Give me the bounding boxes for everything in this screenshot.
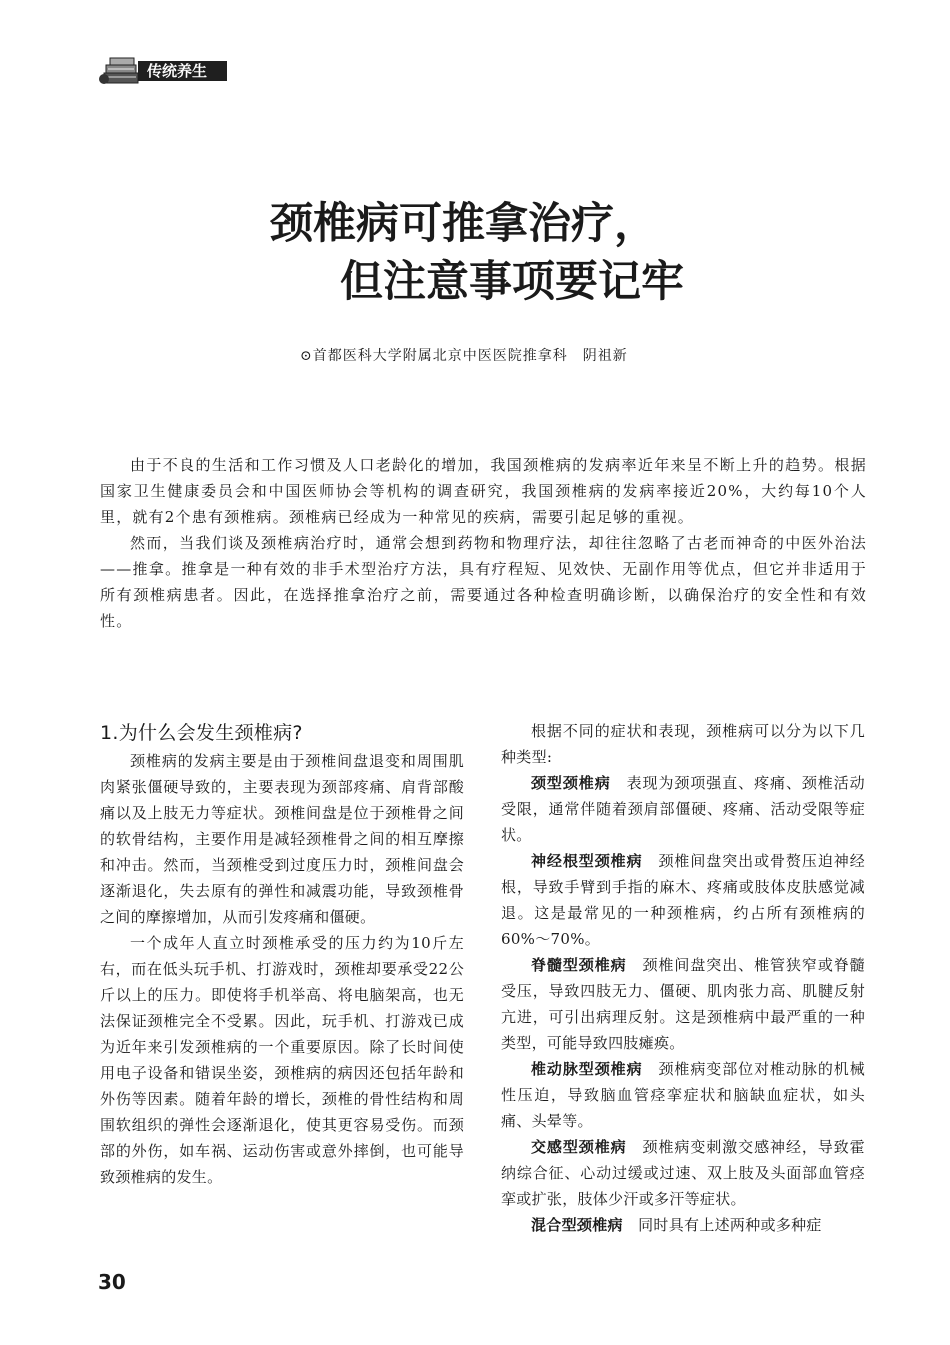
title-line-1: 颈椎病可推拿治疗， bbox=[270, 199, 657, 249]
intro-paragraph-1: 由于不良的生活和工作习惯及人口老龄化的增加，我国颈椎病的发病率近年来呈不断上升的趋势。根据国家卫生健康委员会和中国医师协会等机构的调查研究，我国颈椎病的发病率接近20%，大约每10个人里，就有2个患有颈椎病。颈椎病已经成为一种常见的疾病，需要引起足够的重视。 bbox=[100, 456, 867, 526]
type-item bbox=[501, 1212, 865, 1238]
type-name: 混合型颈椎病 bbox=[531, 1216, 623, 1234]
page-number: 30 bbox=[98, 1270, 126, 1294]
type-name: 交感型颈椎病 bbox=[531, 1138, 627, 1156]
right-column bbox=[501, 718, 865, 1238]
section-label: 传统养生 bbox=[138, 61, 227, 81]
section-heading: 1.为什么会发生颈椎病? bbox=[100, 722, 303, 744]
types-intro: 根据不同的症状和表现，颈椎病可以分为以下几种类型: bbox=[501, 722, 865, 766]
type-desc: 颈椎间盘突出、椎管狭窄或脊髓受压，导致四肢无力、僵硬、肌肉张力高、肌腱反射亢进，可引出病理反射。这是颈椎病中最严重的一种类型，可能导致四肢瘫痪。 bbox=[501, 956, 865, 1052]
type-desc: 同时具有上述两种或多种症 bbox=[622, 1216, 822, 1234]
type-item bbox=[501, 952, 865, 1056]
left-column bbox=[100, 718, 464, 1190]
section-header bbox=[98, 55, 233, 85]
type-item bbox=[501, 1056, 865, 1134]
type-name: 椎动脉型颈椎病 bbox=[531, 1060, 643, 1078]
type-desc: 表现为颈项强直、疼痛、颈椎活动受限，通常伴随着颈肩部僵硬、疼痛、活动受限等症状。 bbox=[501, 774, 865, 844]
body-paragraph: 颈椎病的发病主要是由于颈椎间盘退变和周围肌肉紧张僵硬导致的，主要表现为颈部疼痛、肩背部酸痛以及上肢无力等症状。颈椎间盘是位于颈椎骨之间的软骨结构，主要作用是减轻颈椎骨之间的相互摩擦和冲击。然而，当颈椎受到过度压力时，颈椎间盘会逐渐退化，失去原有的弹性和减震功能，导致颈椎骨之间的摩擦增加，从而引发疼痛和僵硬。 bbox=[100, 752, 464, 926]
type-name: 颈型颈椎病 bbox=[531, 774, 611, 792]
type-desc: 颈椎病变部位对椎动脉的机械性压迫，导致脑血管痉挛症状和脑缺血症状，如头痛、头晕等。 bbox=[501, 1060, 865, 1130]
type-item bbox=[501, 1134, 865, 1212]
body-paragraph: 一个成年人直立时颈椎承受的压力约为10斤左右，而在低头玩手机、打游戏时，颈椎却要承受22公斤以上的压力。即使将手机举高、将电脑架高，也无法保证颈椎完全不受累。因此，玩手机、打游戏已成为近年来引发颈椎病的一个重要原因。除了长时间使用电子设备和错误坐姿，颈椎病的病因还包括年龄和外伤等因素。随着年龄的增长，颈椎的骨性结构和周围软组织的弹性会逐渐退化，使其更容易受伤。而颈部的外伤，如车祸、运动伤害或意外摔倒，也可能导致颈椎病的发生。 bbox=[100, 934, 464, 1186]
type-desc: 颈椎间盘突出或骨赘压迫神经根，导致手臂到手指的麻木、疼痛或肢体皮肤感觉减退。这是最常见的一种颈椎病，约占所有颈椎病的60%～70%。 bbox=[501, 852, 865, 948]
author-byline: ⊙首都医科大学附属北京中医医院推拿科 阴祖新 bbox=[300, 348, 628, 364]
intro-paragraph-2: 然而，当我们谈及颈椎病治疗时，通常会想到药物和物理疗法，却往往忽略了古老而神奇的中医外治法——推拿。推拿是一种有效的非手术型治疗方法，具有疗程短、见效快、无副作用等优点，但它并非适用于所有颈椎病患者。因此，在选择推拿治疗之前，需要通过各种检查明确诊断，以确保治疗的安全性和有效性。 bbox=[100, 534, 867, 630]
type-name: 神经根型颈椎病 bbox=[531, 852, 643, 870]
title-line-2: 但注意事项要记牢 bbox=[340, 257, 684, 307]
type-desc: 颈椎病变刺激交感神经，导致霍纳综合征、心动过缓或过速、双上肢及头面部血管痉挛或扩张，肢体少汗或多汗等症状。 bbox=[501, 1138, 865, 1208]
type-name: 脊髓型颈椎病 bbox=[531, 956, 627, 974]
intro-section bbox=[100, 452, 867, 634]
type-item bbox=[501, 770, 865, 848]
books-stack-icon bbox=[98, 55, 142, 85]
type-item bbox=[501, 848, 865, 952]
